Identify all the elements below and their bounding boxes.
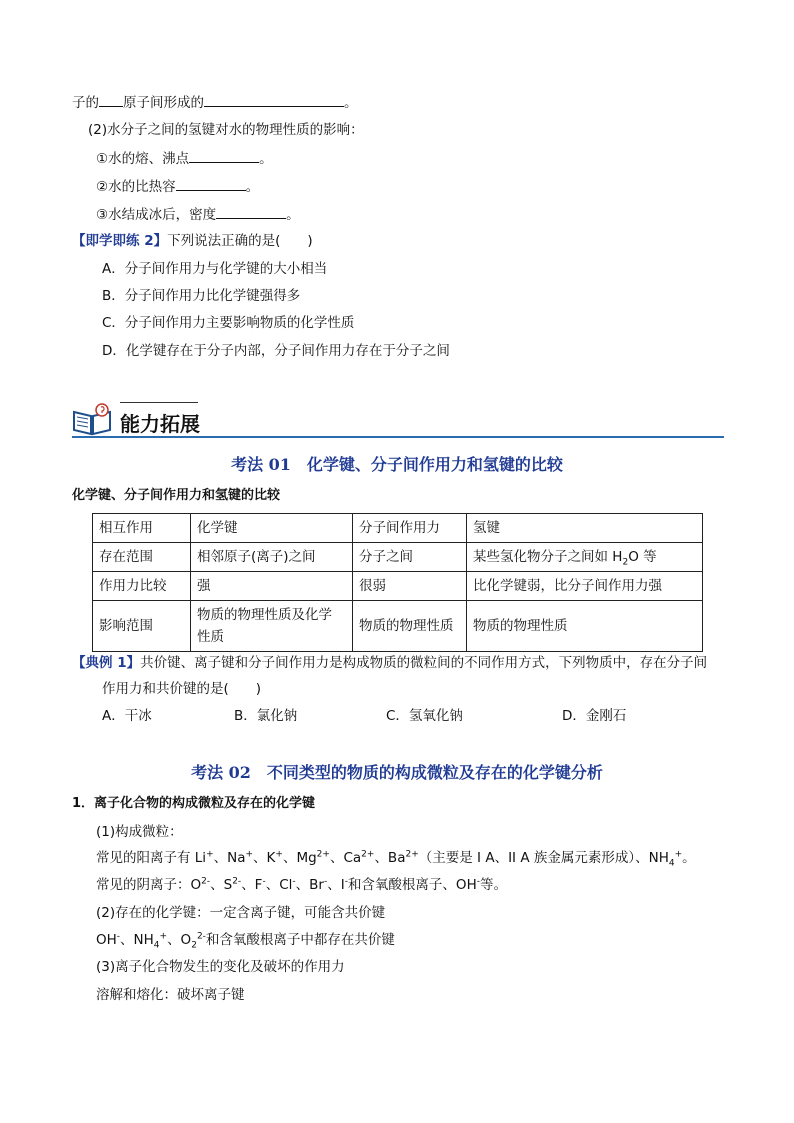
example-tag: 【典例 1】 — [72, 655, 141, 671]
table-cell: 分子之间 — [353, 543, 467, 572]
subscript: 4 — [153, 940, 160, 951]
paragraph: (1)构成微粒： — [96, 824, 183, 840]
text: 共价键、离子键和分子间作用力是构成物质的微粒间的不同作用方式，下列物质中，存在分子间 — [140, 655, 708, 671]
superscript: 2- — [196, 931, 206, 942]
text: 。 — [245, 179, 260, 195]
fill-line-4 — [96, 176, 259, 197]
table-cell: 物质的物理性质 — [467, 601, 703, 652]
text: 物质的物理性质及化学 — [197, 607, 332, 623]
table-cell — [191, 601, 353, 652]
table-row — [93, 543, 703, 572]
text: 、Cl — [265, 877, 293, 893]
table-cell: 化学键 — [191, 514, 353, 543]
superscript: 2- — [232, 876, 242, 887]
book-icon — [72, 402, 112, 436]
cation-line — [96, 848, 696, 868]
superscript: + — [674, 849, 683, 860]
superscript: - — [116, 931, 121, 942]
table-cell: 氢键 — [467, 514, 703, 543]
text: 等。 — [479, 877, 507, 893]
banner-decor-line — [120, 402, 198, 403]
text: 子的 — [72, 95, 99, 111]
table-cell: 作用力比较 — [93, 572, 191, 601]
answer-blank[interactable] — [176, 176, 246, 191]
text: ②水的比热容 — [96, 179, 176, 195]
superscript: - — [476, 876, 480, 887]
text: ①水的熔、沸点 — [96, 151, 190, 167]
fill-line-1 — [72, 92, 358, 113]
text: 、Ca — [329, 850, 362, 866]
option-d[interactable]: D．金刚石 — [562, 708, 627, 724]
text: 。 — [344, 95, 358, 111]
table-cell: 比化学键弱，比分子间作用力强 — [467, 572, 703, 601]
text: 常见的阳离子有 Li — [96, 850, 207, 866]
section-heading: 1．离子化合物的构成微粒及存在的化学键 — [72, 796, 316, 811]
table-cell: 存在范围 — [93, 543, 191, 572]
superscript: 2- — [201, 876, 211, 887]
text: 。 — [286, 207, 300, 223]
text: 原子间形成的 — [123, 95, 204, 111]
text: O 等 — [628, 549, 657, 565]
superscript: + — [206, 849, 214, 860]
banner-rule — [72, 436, 724, 438]
text: 、I — [327, 877, 345, 893]
text: 、O — [167, 932, 192, 948]
option-d[interactable]: D．化学键存在于分子内部，分子间作用力存在于分子之间 — [102, 343, 450, 359]
superscript: + — [159, 931, 168, 942]
superscript: 2+ — [405, 849, 419, 860]
table-cell: 相互作用 — [93, 514, 191, 543]
answer-blank[interactable] — [99, 92, 123, 107]
text: 某些氢化物分子之间如 H — [473, 549, 623, 565]
answer-blank[interactable] — [204, 92, 344, 107]
text: 、S — [210, 877, 233, 893]
question-text: 下列说法正确的是( ) — [167, 233, 313, 249]
practice-question — [72, 231, 313, 251]
subscript: 4 — [668, 858, 675, 869]
table-row — [93, 514, 703, 543]
table-cell: 物质的物理性质 — [353, 601, 467, 652]
table-cell: 强 — [191, 572, 353, 601]
section-title-1: 考法 01 化学键、分子间作用力和氢键的比较 — [231, 455, 563, 474]
text: 、Mg — [282, 850, 317, 866]
subscript: 2 — [622, 557, 629, 568]
table-cell — [467, 543, 703, 572]
text: 。 — [259, 151, 273, 167]
banner-title: 能力拓展 — [120, 412, 200, 436]
superscript: + — [245, 849, 254, 860]
paragraph: 溶解和熔化：破坏离子键 — [96, 987, 245, 1003]
table-row — [93, 572, 703, 601]
text: OH — [96, 932, 117, 948]
paragraph: (3)离子化合物发生的变化及破坏的作用力 — [96, 959, 345, 975]
paragraph: (2)存在的化学键：一定含离子键，可能含共价键 — [96, 905, 386, 921]
superscript: 2+ — [316, 849, 330, 860]
question-line-2: (2)水分子之间的氢键对水的物理性质的影响： — [88, 122, 364, 138]
section-banner — [72, 396, 724, 440]
superscript: - — [292, 876, 296, 887]
answer-blank[interactable] — [189, 148, 259, 163]
option-c[interactable]: C．氢氧化钠 — [386, 708, 463, 724]
text: 、NH — [120, 932, 154, 948]
example-question-cont: 作用力和共价键的是( ) — [102, 681, 262, 697]
section-subtitle: 化学键、分子间作用力和氢键的比较 — [72, 488, 281, 503]
text: 。 — [682, 850, 696, 866]
practice-tag: 【即学即练 2】 — [72, 233, 168, 249]
text: 、Na — [213, 850, 246, 866]
option-a[interactable]: A．分子间作用力与化学键的大小相当 — [102, 261, 328, 277]
superscript: - — [323, 876, 328, 887]
comparison-table — [92, 513, 703, 652]
option-a[interactable]: A．干冰 — [102, 708, 152, 724]
table-cell: 影响范围 — [93, 601, 191, 652]
anion-line — [96, 875, 507, 895]
text: 性质 — [197, 629, 224, 645]
table-row — [93, 601, 703, 652]
text: 常见的阴离子：O — [96, 877, 202, 893]
text: 和含氧酸根离子、OH — [347, 877, 477, 893]
text: 、F — [241, 877, 263, 893]
section-title-2: 考法 02 不同类型的物质的构成微粒及存在的化学键分析 — [191, 763, 603, 782]
text: （主要是 I A、II A 族金属元素形成）、NH — [418, 850, 669, 866]
option-c[interactable]: C．分子间作用力主要影响物质的化学性质 — [102, 315, 355, 331]
option-b[interactable]: B．氯化钠 — [234, 708, 298, 724]
option-b[interactable]: B．分子间作用力比化学键强得多 — [102, 288, 301, 304]
covalent-line — [96, 930, 395, 950]
text: 和含氧酸根离子中都存在共价键 — [205, 932, 395, 948]
table-cell: 分子间作用力 — [353, 514, 467, 543]
text: 、Br — [295, 877, 324, 893]
table-cell: 相邻原子(离子)之间 — [191, 543, 353, 572]
superscript: - — [262, 876, 266, 887]
fill-line-3 — [96, 148, 273, 169]
fill-line-5 — [96, 204, 300, 225]
answer-blank[interactable] — [216, 204, 286, 219]
text: ③水结成冰后，密度 — [96, 207, 217, 223]
text: 、K — [253, 850, 276, 866]
superscript: 2+ — [361, 849, 375, 860]
superscript: + — [275, 849, 283, 860]
text: 、Ba — [374, 850, 406, 866]
superscript: - — [344, 876, 348, 887]
table-cell: 很弱 — [353, 572, 467, 601]
example-question — [72, 653, 707, 673]
subscript: 2 — [191, 940, 197, 951]
